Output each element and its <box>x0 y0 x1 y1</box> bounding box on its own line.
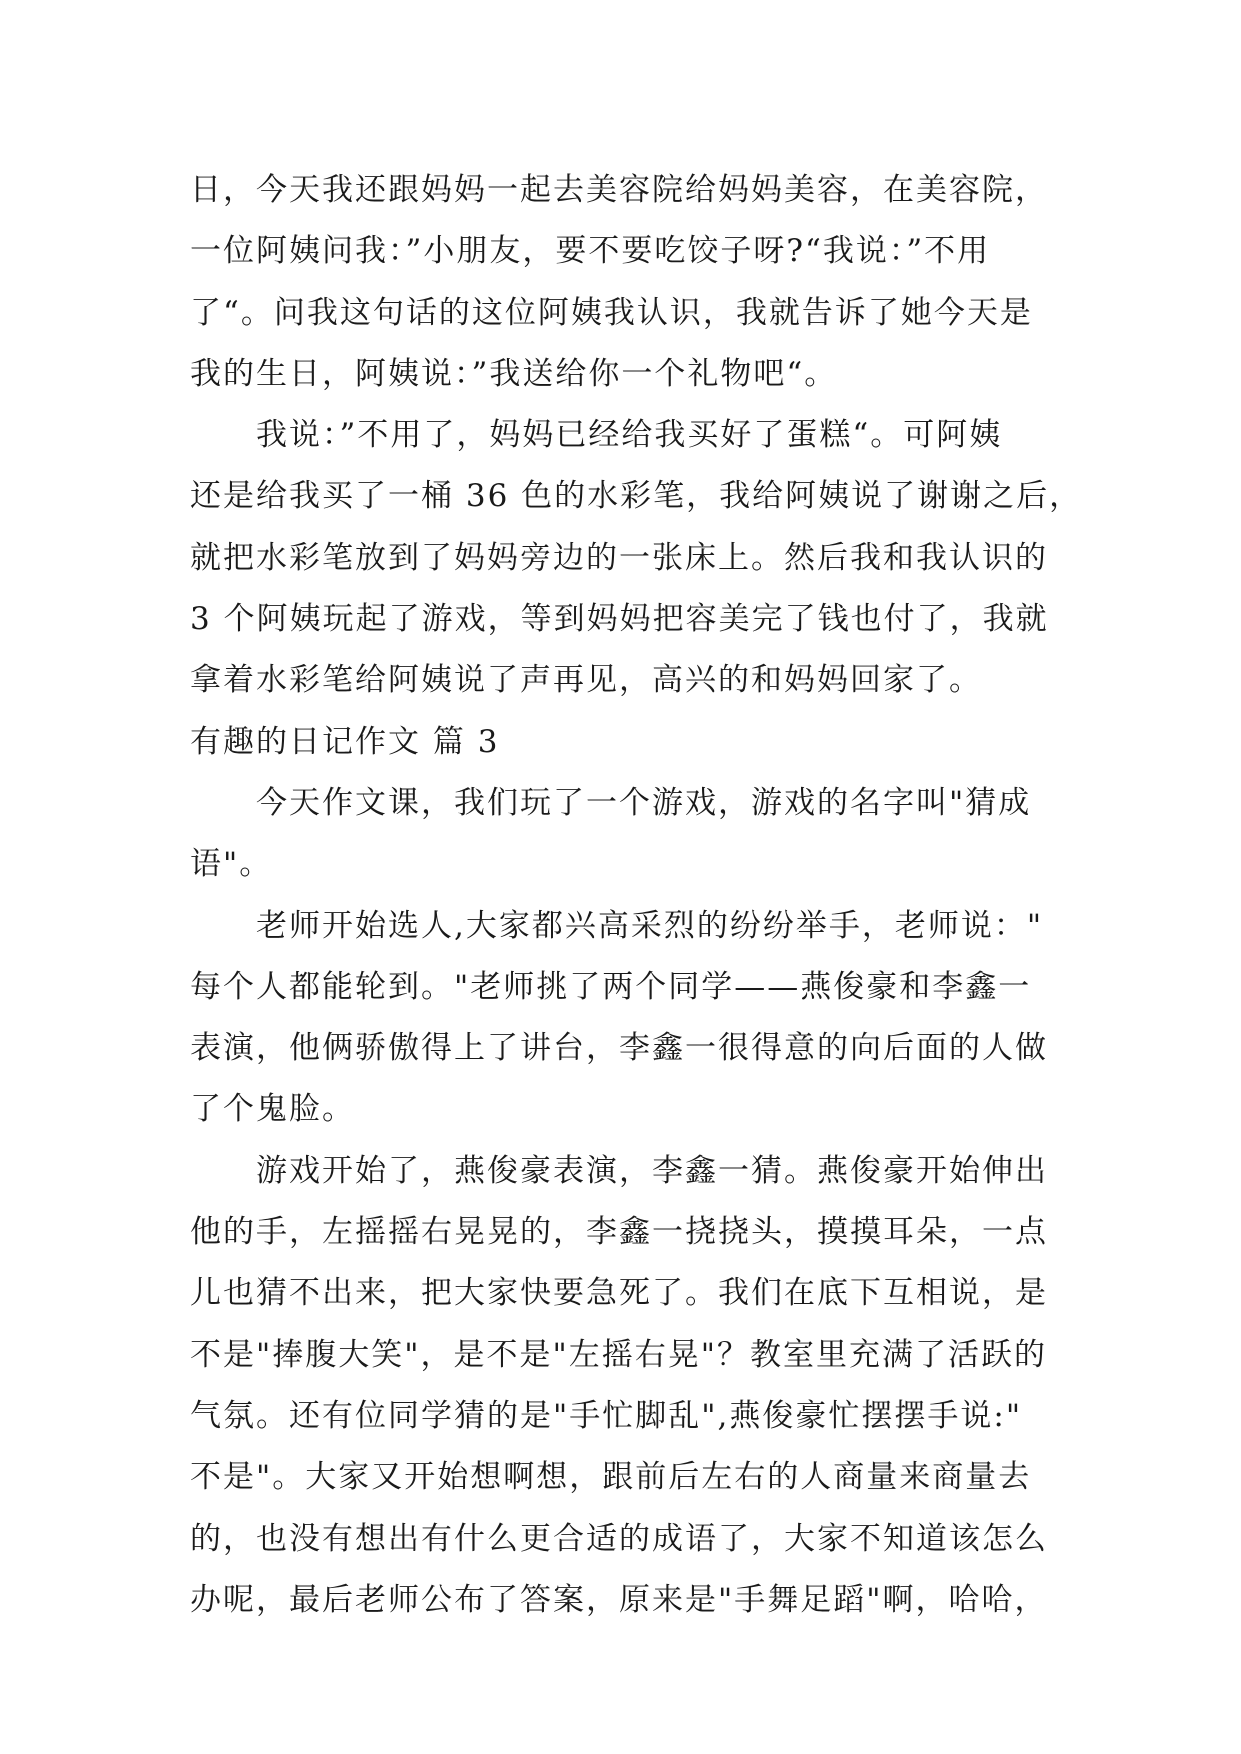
text-line: 3 个阿姨玩起了游戏，等到妈妈把容美完了钱也付了，我就 <box>190 601 1049 638</box>
text-line: 的，也没有想出有什么更合适的成语了，大家不知道该怎么 <box>190 1520 1048 1557</box>
text-line: 了个鬼脸。 <box>190 1091 355 1128</box>
text-line: 游戏开始了，燕俊豪表演，李鑫一猜。燕俊豪开始伸出 <box>256 1152 1048 1189</box>
text-line: 不是"捧腹大笑"，是不是"左摇右晃"？教室里充满了活跃的 <box>190 1336 1048 1373</box>
text-line: 老师开始选人,大家都兴高采烈的纷纷举手，老师说：" <box>256 907 1044 944</box>
text-line: 他的手，左摇摇右晃晃的，李鑫一挠挠头，摸摸耳朵，一点 <box>190 1214 1048 1251</box>
text-line: 日，今天我还跟妈妈一起去美容院给妈妈美容，在美容院， <box>190 172 1048 208</box>
text-line: 拿着水彩笔给阿姨说了声再见，高兴的和妈妈回家了。 <box>190 662 982 699</box>
text-line: 不是"。大家又开始想啊想，跟前后左右的人商量来商量去 <box>190 1459 1032 1496</box>
text-line: 还是给我买了一桶 36 色的水彩笔，我给阿姨说了谢谢之后， <box>190 478 1083 515</box>
text-line: 每个人都能轮到。"老师挑了两个同学——燕俊豪和李鑫一 <box>190 968 1032 1005</box>
text-line: 气氛。还有位同学猜的是"手忙脚乱",燕俊豪忙摆摆手说:" <box>190 1397 1023 1434</box>
text-line: 我说：”不用了，妈妈已经给我买好了蛋糕“。可阿姨 <box>256 417 1003 454</box>
text-line: 办呢，最后老师公布了答案，原来是"手舞足蹈"啊，哈哈， <box>190 1581 1048 1618</box>
text-line: 我的生日，阿姨说：”我送给你一个礼物吧“。 <box>190 355 838 392</box>
text-line: 儿也猜不出来，把大家快要急死了。我们在底下互相说，是 <box>190 1275 1048 1312</box>
text-line: 表演，他俩骄傲得上了讲台，李鑫一很得意的向后面的人做 <box>190 1030 1048 1067</box>
text-line: 今天作文课，我们玩了一个游戏，游戏的名字叫"猜成 <box>256 784 1032 821</box>
text-line: 语"。 <box>190 846 273 883</box>
text-line: 了“。问我这句话的这位阿姨我认识，我就告诉了她今天是 <box>190 294 1033 331</box>
document-body <box>190 160 1083 1631</box>
section-heading: 有趣的日记作文 篇 3 <box>190 723 500 760</box>
text-line: 一位阿姨问我：”小朋友，要不要吃饺子呀?“我说：”不用 <box>190 233 991 270</box>
text-line: 就把水彩笔放到了妈妈旁边的一张床上。然后我和我认识的 <box>190 539 1048 576</box>
